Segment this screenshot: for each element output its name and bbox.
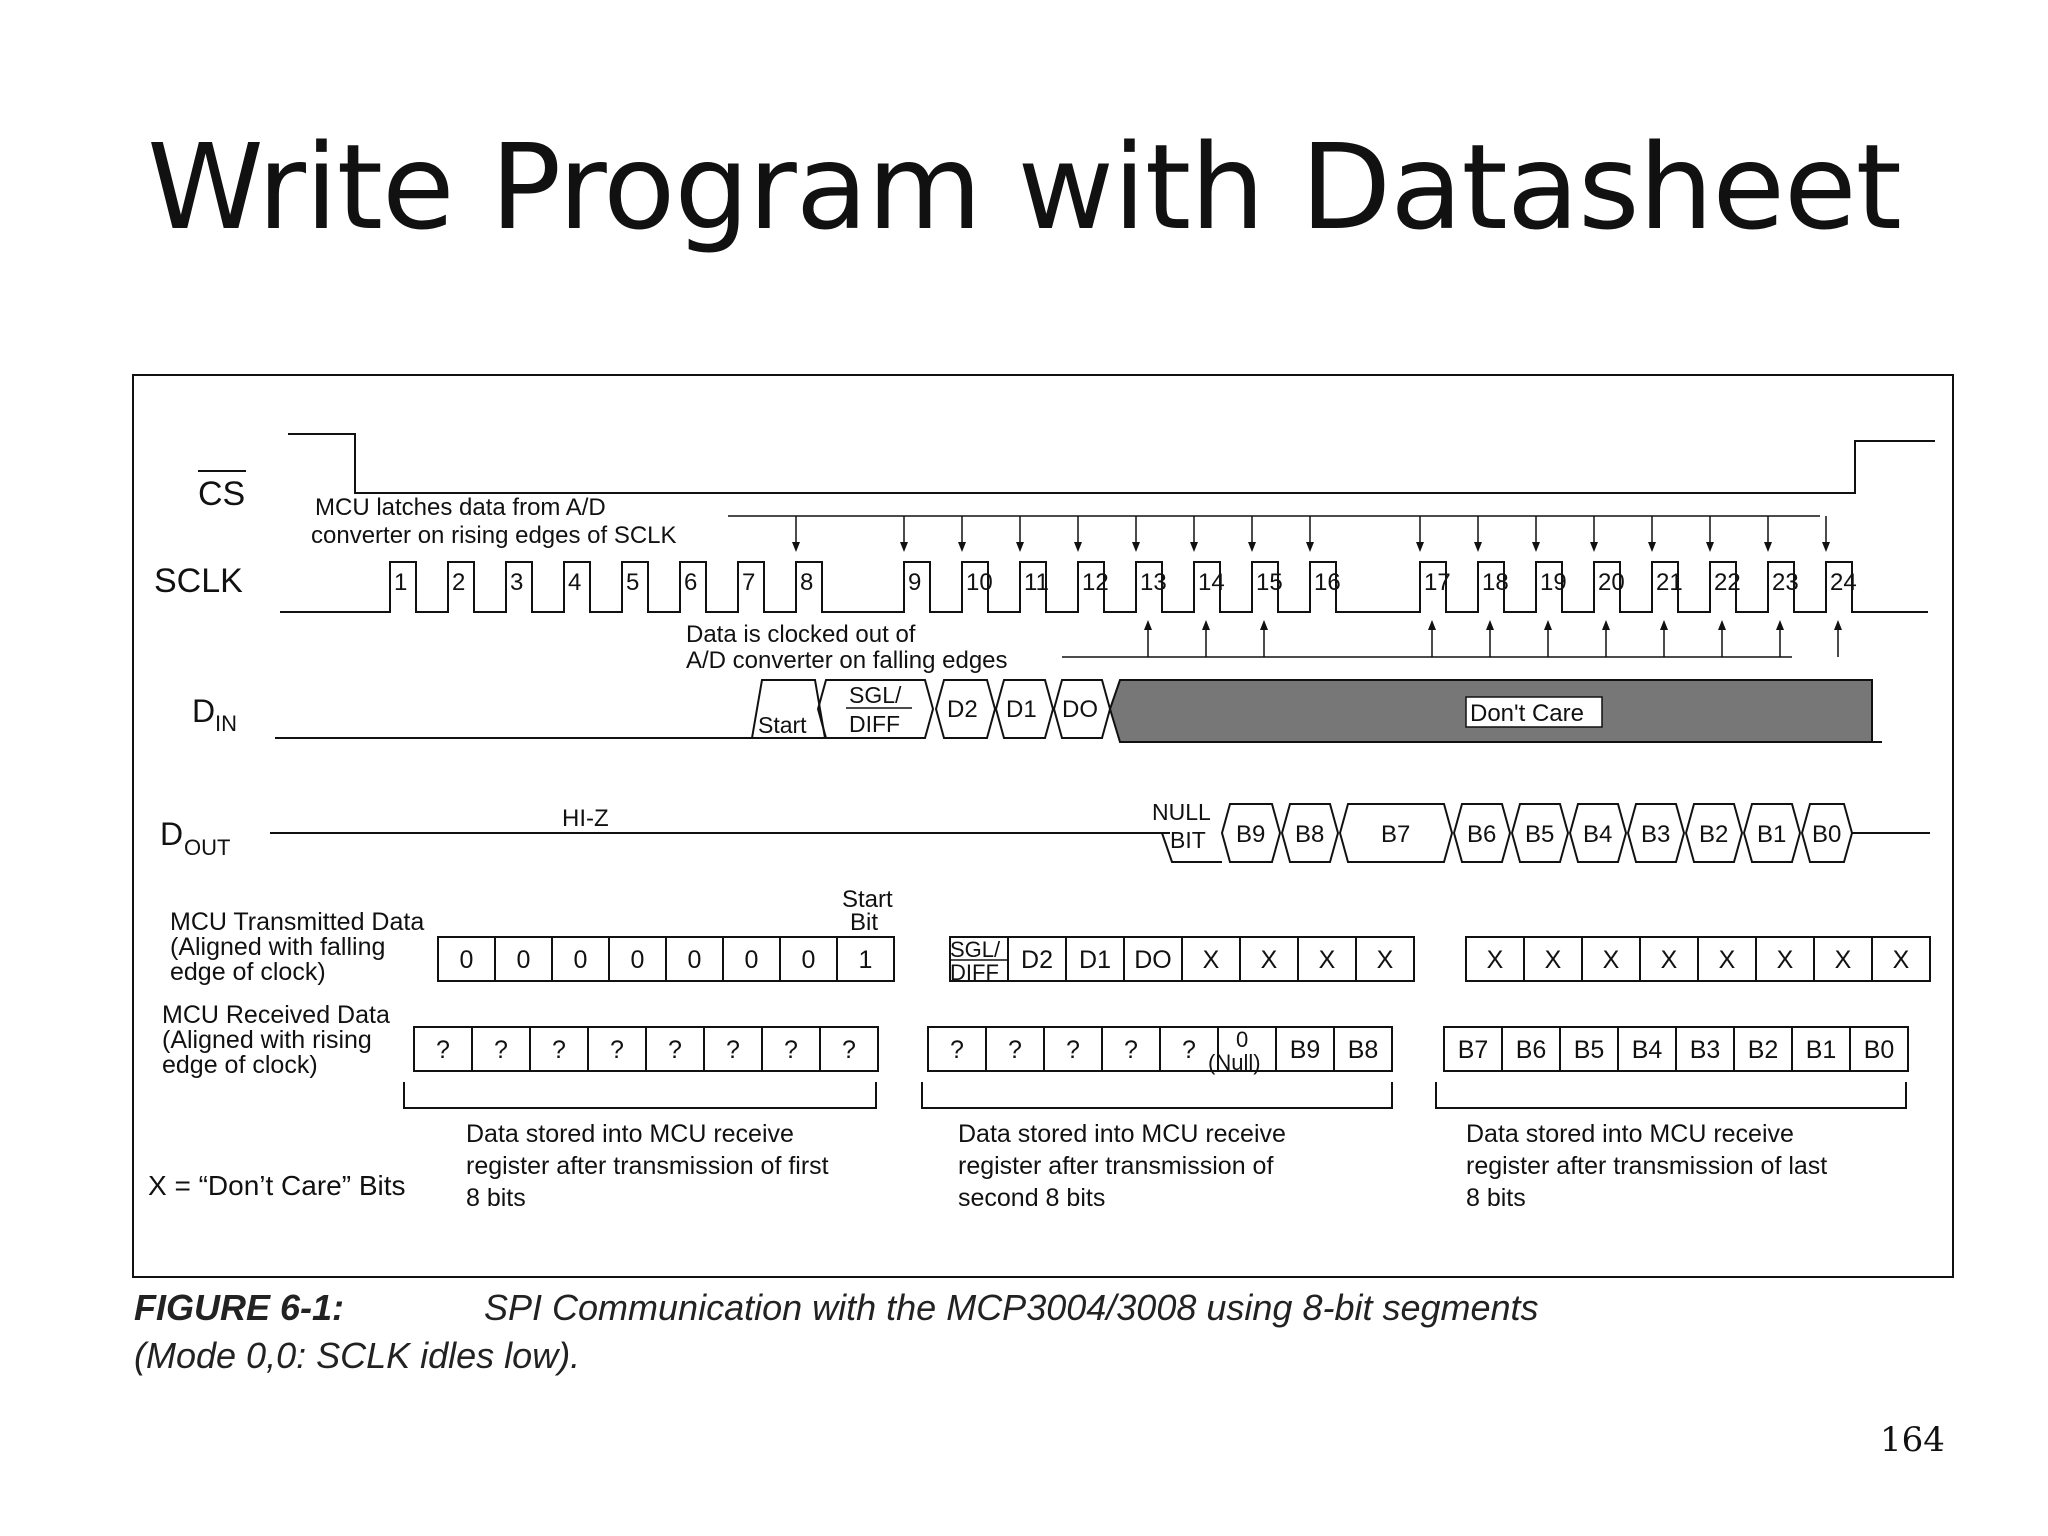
rx-bit-label: ?	[552, 1036, 566, 1064]
clock-number: 15	[1256, 569, 1283, 596]
clockout-note-line2: A/D converter on falling edges	[686, 647, 1008, 674]
clockout-arrowhead	[1486, 620, 1494, 630]
tx-group-3	[1466, 937, 1930, 981]
clock-numbers	[394, 569, 1857, 596]
clock-number: 21	[1656, 569, 1683, 596]
tx-label-line2: (Aligned with falling	[170, 933, 386, 961]
rx-label-line2: (Aligned with rising	[162, 1026, 372, 1054]
latch-arrowhead	[792, 542, 800, 552]
dout-bit-label: B2	[1699, 821, 1729, 848]
tx-bit-label: X	[1486, 946, 1504, 974]
rx-bit-label: B1	[1805, 1036, 1837, 1064]
rx-bit-label: ?	[1066, 1036, 1080, 1064]
latch-arrowhead	[1590, 542, 1598, 552]
rx-bit-label: ?	[784, 1036, 798, 1064]
latch-arrowhead	[1822, 542, 1830, 552]
note-bracket-2	[922, 1082, 1392, 1108]
clock-number: 23	[1772, 569, 1799, 596]
clock-number: 14	[1198, 569, 1225, 596]
tx-bit-label: X	[1318, 946, 1336, 974]
latch-arrowhead	[1306, 542, 1314, 552]
clock-number: 2	[452, 569, 466, 596]
note-3-line2: register after transmission of last	[1466, 1152, 1828, 1180]
rx-bit-label: B0	[1863, 1036, 1895, 1064]
clock-number: 3	[510, 569, 524, 596]
latch-arrowhead	[1706, 542, 1714, 552]
tx-bit-label: X	[1660, 946, 1678, 974]
dout-bit-label: B7	[1381, 821, 1411, 848]
tx-bit-label: X	[1376, 946, 1394, 974]
slide-title: Write Program with Datasheet	[147, 118, 1901, 256]
tx-bit-label: X	[1834, 946, 1852, 974]
clockout-arrowhead	[1144, 620, 1152, 630]
latch-arrowhead	[1132, 542, 1140, 552]
tx-bit-label: 1	[858, 946, 873, 974]
latch-arrows	[792, 516, 1830, 552]
din-diff-label: DIFF	[849, 711, 901, 737]
rx-bit-label: B7	[1457, 1036, 1489, 1064]
clock-number: 20	[1598, 569, 1625, 596]
clockout-arrowhead	[1660, 620, 1668, 630]
clock-number: 13	[1140, 569, 1167, 596]
clock-number: 8	[800, 569, 814, 596]
rx-bit-label: B3	[1689, 1036, 1721, 1064]
rx-label-line1: MCU Received Data	[162, 1001, 390, 1029]
tx-bit-label: X	[1776, 946, 1794, 974]
clock-number: 16	[1314, 569, 1341, 596]
tx-bit-label: 0	[687, 946, 702, 974]
tx-group-1	[438, 937, 894, 981]
rx-bit-label: ?	[1124, 1036, 1138, 1064]
rx-bit-label: B9	[1289, 1036, 1321, 1064]
latch-arrowhead	[1764, 542, 1772, 552]
din-label-sub: IN	[215, 711, 237, 736]
rx-bit-label: ?	[842, 1036, 856, 1064]
clockout-note-line1: Data is clocked out of	[686, 621, 916, 648]
rx-bit-label: ?	[610, 1036, 624, 1064]
dout-bit-label: B1	[1757, 821, 1787, 848]
note-1-line2: register after transmission of first	[466, 1152, 829, 1180]
clock-number: 22	[1714, 569, 1741, 596]
din-sgl-label: SGL/	[849, 682, 902, 708]
tx-bit-label: X	[1602, 946, 1620, 974]
rx-null-label-line1: 0	[1236, 1027, 1249, 1052]
latch-note-line1: MCU latches data from A/D	[315, 494, 606, 521]
clockout-arrowhead	[1428, 620, 1436, 630]
rx-bit-label: B8	[1347, 1036, 1379, 1064]
tx-bit-label: 0	[516, 946, 531, 974]
dout-label: D	[160, 816, 184, 852]
hiz-label: HI-Z	[562, 805, 609, 832]
tx-diff-label: DIFF	[950, 960, 999, 985]
note-bracket-1	[404, 1082, 876, 1108]
note-1-line1: Data stored into MCU receive	[466, 1120, 794, 1148]
clock-number: 17	[1424, 569, 1451, 596]
note-3-line3: 8 bits	[1466, 1184, 1526, 1212]
tx-bit-label: 0	[573, 946, 588, 974]
tx-sgl-label: SGL/	[950, 937, 1001, 962]
dont-care-legend: X = “Don’t Care” Bits	[148, 1170, 406, 1201]
latch-arrowhead	[1532, 542, 1540, 552]
rx-group-1	[414, 1027, 878, 1071]
tx-bit-label: D1	[1079, 946, 1111, 974]
note-1-line3: 8 bits	[466, 1184, 526, 1212]
note-3-line1: Data stored into MCU receive	[1466, 1120, 1794, 1148]
tx-label-line3: edge of clock)	[170, 958, 326, 986]
latch-arrowhead	[900, 542, 908, 552]
clockout-arrowhead	[1718, 620, 1726, 630]
tx-bit-label: 0	[801, 946, 816, 974]
tx-bit-label: X	[1260, 946, 1278, 974]
null-bit-label-line2: BIT	[1170, 827, 1206, 853]
clock-number: 12	[1082, 569, 1109, 596]
rx-bit-label: ?	[1182, 1036, 1196, 1064]
note-2-line3: second 8 bits	[958, 1184, 1106, 1212]
din-label: D	[192, 693, 216, 729]
rx-bit-label: ?	[494, 1036, 508, 1064]
note-2-line2: register after transmission of	[958, 1152, 1274, 1180]
clockout-arrowhead	[1202, 620, 1210, 630]
tx-label-line1: MCU Transmitted Data	[170, 908, 425, 936]
clock-number: 9	[908, 569, 922, 596]
figure-caption-text: SPI Communication with the MCP3004/3008 using 8-bit segments	[484, 1287, 1539, 1328]
latch-arrowhead	[1648, 542, 1656, 552]
rx-bit-label: ?	[1008, 1036, 1022, 1064]
null-bit-label-line1: NULL	[1152, 799, 1211, 825]
latch-arrowhead	[1190, 542, 1198, 552]
note-bracket-3	[1436, 1082, 1906, 1108]
tx-bit-label: D2	[1021, 946, 1053, 974]
latch-arrowhead	[1474, 542, 1482, 552]
din-d1-label: D1	[1006, 696, 1037, 723]
clockout-arrowhead	[1602, 620, 1610, 630]
tx-bit-label: X	[1202, 946, 1220, 974]
note-2-line1: Data stored into MCU receive	[958, 1120, 1286, 1148]
rx-null-label-line2: (Null)	[1208, 1050, 1261, 1075]
clockout-arrowhead	[1834, 620, 1842, 630]
start-bit-label-line1: Start	[842, 886, 893, 913]
rx-label-line3: edge of clock)	[162, 1051, 318, 1079]
rx-bit-label: ?	[436, 1036, 450, 1064]
tx-bit-label: X	[1718, 946, 1736, 974]
din-start-label: Start	[758, 712, 807, 738]
sclk-label: SCLK	[154, 562, 243, 600]
dout-bit-label: B0	[1812, 821, 1842, 848]
rx-group-3	[1444, 1027, 1908, 1071]
figure-caption-label: FIGURE 6-1:	[134, 1287, 345, 1328]
clock-number: 6	[684, 569, 698, 596]
clock-number: 11	[1024, 569, 1049, 596]
tx-bit-label: X	[1892, 946, 1910, 974]
rx-group-2	[928, 1027, 1392, 1075]
rx-bit-label: ?	[726, 1036, 740, 1064]
latch-note-line2: converter on rising edges of SCLK	[311, 522, 677, 549]
dont-care-label: Don't Care	[1470, 700, 1584, 727]
tx-bit-label: 0	[744, 946, 759, 974]
cs-waveform	[288, 434, 1935, 493]
tx-bit-label: DO	[1134, 946, 1172, 974]
dout-bit-label: B5	[1525, 821, 1555, 848]
start-bit-label-line2: Bit	[850, 909, 879, 936]
dout-bit-label: B9	[1236, 821, 1266, 848]
page-number: 164	[1880, 1420, 1945, 1460]
dout-bit-label: B3	[1641, 821, 1671, 848]
dout-bit-label: B6	[1467, 821, 1497, 848]
rx-bit-label: ?	[668, 1036, 682, 1064]
clock-number: 19	[1540, 569, 1567, 596]
dout-bit-cells	[1222, 804, 1852, 862]
dout-label-sub: OUT	[184, 835, 231, 860]
figure-caption	[134, 1284, 1714, 1380]
clock-number: 24	[1830, 569, 1857, 596]
rx-bit-label: B5	[1573, 1036, 1605, 1064]
clock-number: 7	[742, 569, 756, 596]
latch-arrowhead	[1016, 542, 1024, 552]
clock-number: 10	[966, 569, 993, 596]
din-d0-label: DO	[1062, 696, 1098, 723]
clockout-arrowhead	[1544, 620, 1552, 630]
clock-number: 5	[626, 569, 640, 596]
rx-bit-label: B6	[1515, 1036, 1547, 1064]
clock-number: 1	[394, 569, 408, 596]
figure-caption-text-line2: (Mode 0,0: SCLK idles low).	[134, 1335, 581, 1376]
tx-bit-label: X	[1544, 946, 1562, 974]
rx-bit-label: B4	[1631, 1036, 1663, 1064]
dout-bit-label: B4	[1583, 821, 1613, 848]
clockout-arrowhead	[1260, 620, 1268, 630]
tx-bit-label: 0	[459, 946, 474, 974]
clock-number: 4	[568, 569, 582, 596]
tx-group-2	[950, 937, 1414, 985]
cs-label: CS	[198, 475, 246, 513]
clock-number: 18	[1482, 569, 1509, 596]
din-d2-label: D2	[947, 696, 978, 723]
tx-bit-label: 0	[630, 946, 645, 974]
latch-arrowhead	[1248, 542, 1256, 552]
clockout-arrowhead	[1776, 620, 1784, 630]
rx-bit-label: B2	[1747, 1036, 1779, 1064]
clockout-arrows	[1144, 620, 1842, 657]
latch-arrowhead	[1074, 542, 1082, 552]
dout-bit-label: B8	[1295, 821, 1325, 848]
latch-arrowhead	[1416, 542, 1424, 552]
rx-bit-label: ?	[950, 1036, 964, 1064]
latch-arrowhead	[958, 542, 966, 552]
